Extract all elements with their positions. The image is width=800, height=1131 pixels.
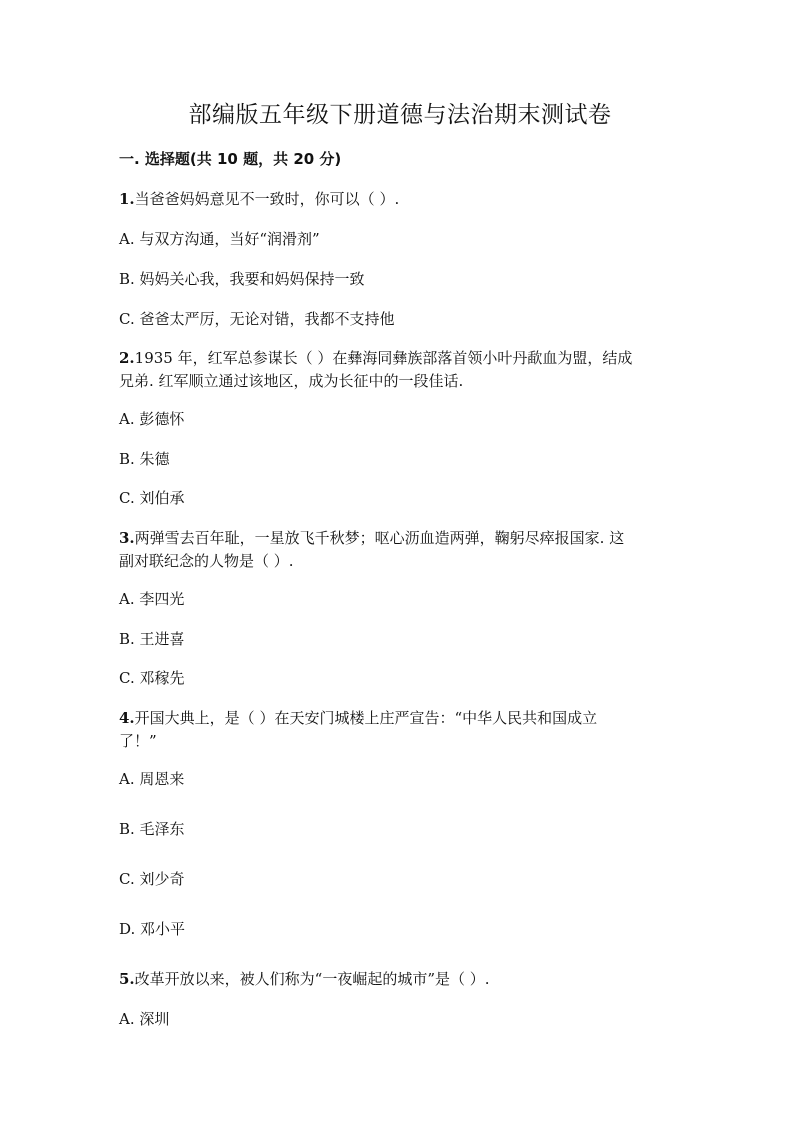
question-text-line1: 开国大典上，是（ ）在天安门城楼上庄严宣告：“中华人民共和国成立	[134, 709, 598, 727]
question-4-line2: 了！”	[119, 732, 157, 750]
question-number: 4.	[119, 709, 135, 727]
q2-option-b: B. 朱德	[119, 450, 170, 468]
q1-option-b: B. 妈妈关心我，我要和妈妈保持一致	[119, 270, 365, 288]
q3-option-c: C. 邓稼先	[119, 669, 185, 687]
q2-option-c: C. 刘伯承	[119, 489, 185, 507]
question-number: 5.	[119, 970, 135, 988]
question-2	[119, 347, 632, 369]
q4-option-d: D. 邓小平	[119, 920, 186, 938]
q1-option-c: C. 爸爸太严厉，无论对错，我都不支持他	[119, 310, 395, 328]
q2-option-a: A. 彭德怀	[119, 410, 185, 428]
question-text-line1: 1935 年，红军总参谋长（ ）在彝海同彝族部落首领小叶丹歃血为盟，结成	[134, 349, 633, 367]
q4-option-c: C. 刘少奇	[119, 870, 185, 888]
question-2-line2: 兄弟. 红军顺立通过该地区，成为长征中的一段佳话.	[119, 372, 464, 390]
question-number: 2.	[119, 349, 135, 367]
q4-option-b: B. 毛泽东	[119, 820, 185, 838]
question-1	[119, 188, 399, 210]
question-4	[119, 707, 597, 729]
question-3-line2: 副对联纪念的人物是（ ）.	[119, 552, 294, 570]
question-3	[119, 527, 624, 549]
section-heading: 一. 选择题(共 10 题，共 20 分)	[119, 150, 342, 168]
q3-option-a: A. 李四光	[119, 590, 185, 608]
question-number: 1.	[119, 190, 135, 208]
q3-option-b: B. 王进喜	[119, 630, 185, 648]
q1-option-a: A. 与双方沟通，当好“润滑剂”	[119, 230, 320, 248]
question-text-line1: 两弹雪去百年耻，一星放飞千秋梦；呕心沥血造两弹，鞠躬尽瘁报国家. 这	[134, 529, 625, 547]
question-text: 当爸爸妈妈意见不一致时，你可以（ ）.	[134, 190, 400, 208]
question-5	[119, 968, 490, 990]
q5-option-a: A. 深圳	[119, 1010, 170, 1028]
q4-option-a: A. 周恩来	[119, 770, 185, 788]
question-text: 改革开放以来，被人们称为“一夜崛起的城市”是（ ）.	[134, 970, 490, 988]
page-title: 部编版五年级下册道德与法治期末测试卷	[188, 102, 612, 128]
question-number: 3.	[119, 529, 135, 547]
